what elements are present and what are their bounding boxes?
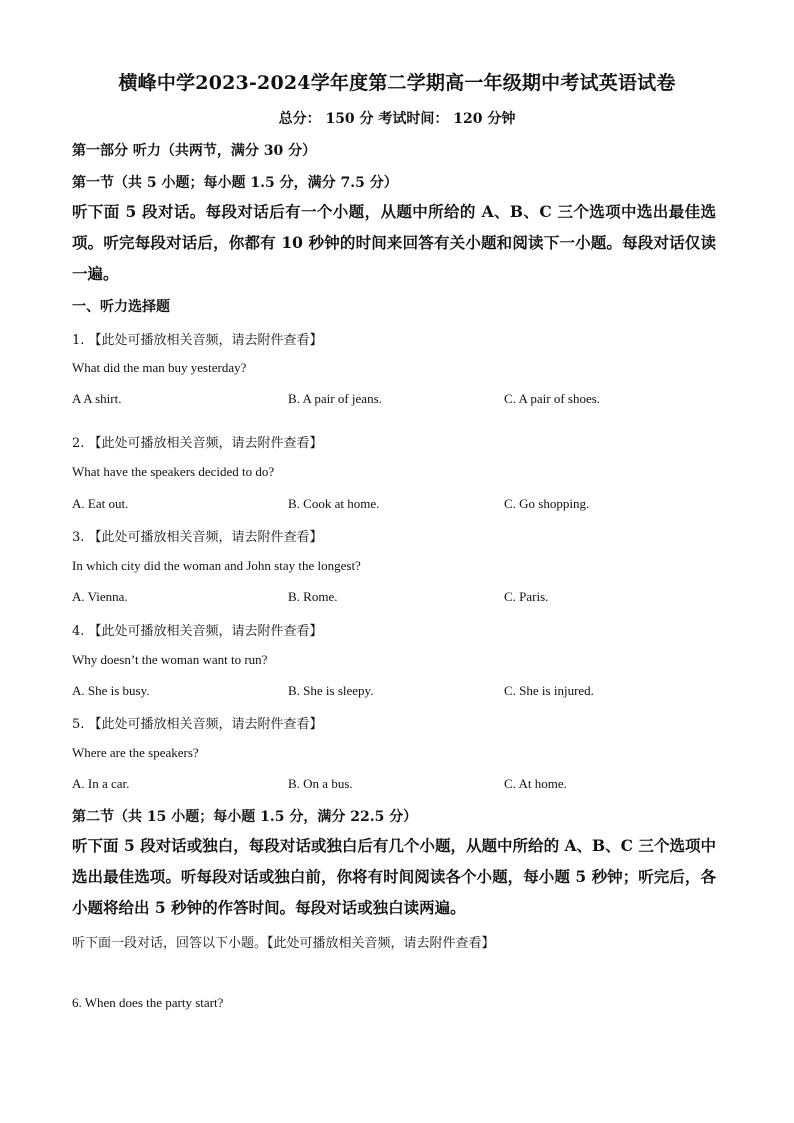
exam-subtitle: 总分： 150 分 考试时间： 120 分钟 [278, 111, 516, 127]
question-4-option-c: C. She is injured. [504, 683, 594, 698]
question-1-text: What did the man buy yesterday? [72, 360, 247, 375]
section2-instructions: 听下面 5 段对话或独白，每段对话或独白后有几个小题，从题中所给的 A、B、C 三个选项中选出最佳选项。听每段对话或独白前，你将有时间阅读各个小题，每小题 5 秒钟；听完后，各小题将给出 5 秒钟的作答时间。每段对话或独白读两遍。 [72, 836, 716, 917]
question-2-option-c: C. Go shopping. [504, 496, 590, 511]
question-3-option-b: B. Rome. [288, 589, 338, 604]
question-type-heading: 一、听力选择题 [72, 299, 170, 315]
question-3-option-a: A. Vienna. [72, 589, 128, 604]
question-2-option-a: A. Eat out. [72, 496, 129, 511]
question-4-label: 4. 【此处可播放相关音频，请去附件查看】 [72, 624, 323, 639]
dialogue-note: 听下面一段对话，回答以下小题。【此处可播放相关音频，请去附件查看】 [72, 936, 495, 951]
question-5-text: Where are the speakers? [72, 745, 199, 760]
question-1-option-a: A A shirt. [72, 391, 122, 406]
question-2-text: What have the speakers decided to do? [72, 464, 275, 479]
question-4-text: Why doesn’t the woman want to run? [72, 652, 268, 667]
question-1-label: 1. 【此处可播放相关音频，请去附件查看】 [72, 333, 323, 348]
question-3-label: 3. 【此处可播放相关音频，请去附件查看】 [72, 530, 323, 545]
question-4-option-a: A. She is busy. [72, 683, 150, 698]
section1-instructions: 听下面 5 段对话。每段对话后有一个小题，从题中所给的 A、B、C 三个选项中选出最佳选项。听完每段对话后，你都有 10 秒钟的时间来回答有关小题和阅读下一小题。每段对话仅读一遍。 [72, 202, 716, 283]
section2-heading: 第二节（共 15 小题；每小题 1.5 分，满分 22.5 分） [72, 809, 418, 825]
question-4-option-b: B. She is sleepy. [288, 683, 374, 698]
section1-heading: 第一节（共 5 小题；每小题 1.5 分，满分 7.5 分） [72, 175, 398, 191]
question-5-option-a: A. In a car. [72, 776, 130, 791]
question-6-text: 6. When does the party start? [72, 995, 224, 1010]
question-1-option-c: C. A pair of shoes. [504, 391, 601, 406]
question-5-option-c: C. At home. [504, 776, 567, 791]
part1-heading: 第一部分 听力（共两节，满分 30 分） [72, 143, 317, 159]
question-1-option-b: B. A pair of jeans. [288, 391, 382, 406]
question-5-option-b: B. On a bus. [288, 776, 353, 791]
question-2-label: 2. 【此处可播放相关音频，请去附件查看】 [72, 436, 323, 451]
question-2-option-b: B. Cook at home. [288, 496, 380, 511]
question-3-text: In which city did the woman and John stay the longest? [72, 558, 361, 573]
exam-title: 横峰中学2023-2024学年度第二学期高一年级期中考试英语试卷 [118, 72, 676, 94]
question-3-option-c: C. Paris. [504, 589, 549, 604]
question-5-label: 5. 【此处可播放相关音频，请去附件查看】 [72, 717, 323, 732]
